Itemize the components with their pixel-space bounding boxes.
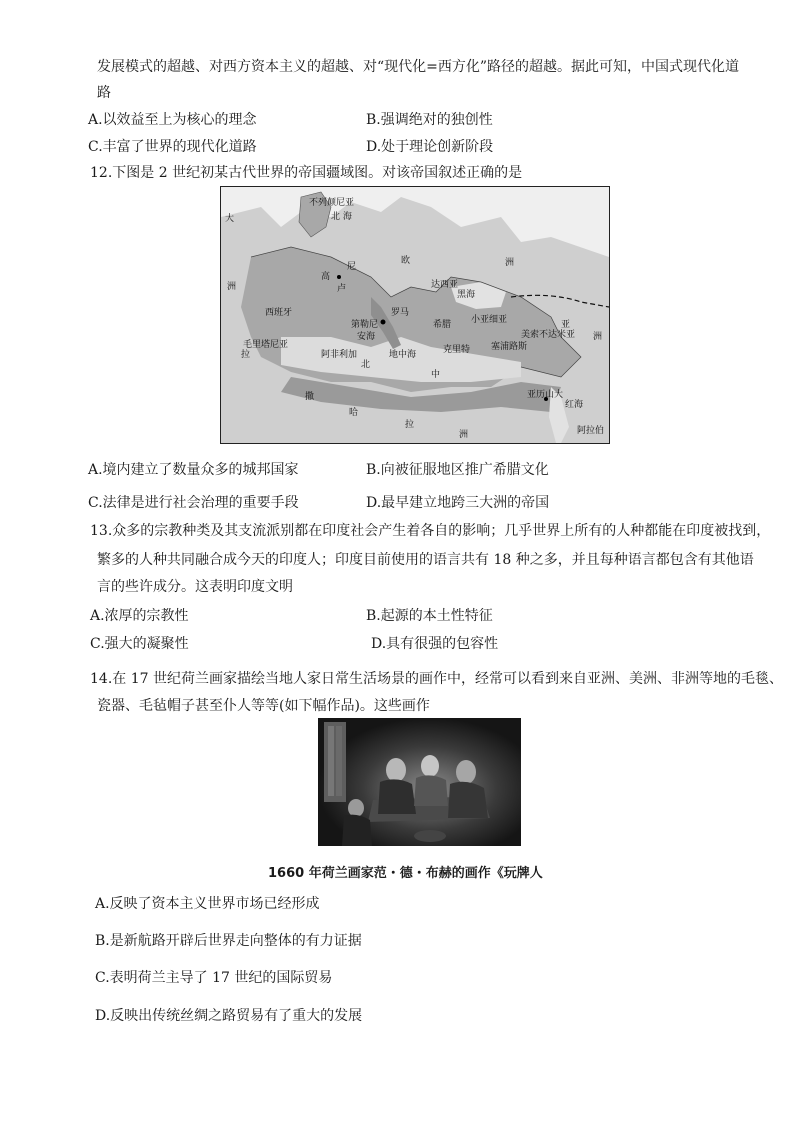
map-label-sea-med: 地中海	[389, 350, 417, 360]
q12-option-c: C.法律是进行社会治理的重要手段	[88, 495, 299, 511]
painting-caption: 1660 年荷兰画家范・德・布赫的画作《玩牌人	[268, 866, 543, 881]
q13-option-b: B.起源的本土性特征	[366, 608, 493, 624]
map-label-mauretania: 毛里塔尼亚	[243, 340, 289, 350]
map-label-sahara1: 撒	[305, 392, 315, 402]
map-label-tarraco: 拉	[241, 350, 251, 360]
map-label-europe: 欧	[401, 256, 411, 266]
map-label-arab: 阿拉伯	[577, 426, 605, 436]
q13-line1: 13.众多的宗教种类及其支流派别都在印度社会产生着各自的影响；几乎世界上所有的人种都能在印度被找到，	[90, 523, 771, 539]
map-label-rome: 罗马	[391, 308, 410, 318]
q14-option-a: A.反映了资本主义世界市场已经形成	[95, 896, 320, 912]
map-label-cyprus: 塞浦路斯	[491, 342, 528, 352]
q13-option-c: C.强大的凝聚性	[90, 636, 189, 652]
q11-option-c: C.丰富了世界的现代化道路	[88, 139, 257, 155]
q12-option-a: A.境内建立了数量众多的城邦国家	[88, 462, 299, 478]
map-label-gaul1: 高	[321, 272, 331, 282]
map-label-spain: 西班牙	[265, 308, 293, 318]
q11-option-b: B.强调绝对的独创性	[366, 112, 493, 128]
map-label-crete: 克里特	[443, 345, 471, 355]
q14-option-c: C.表明荷兰主导了 17 世纪的国际贸易	[95, 970, 333, 986]
q13-line3: 言的些许成分。这表明印度文明	[97, 579, 293, 595]
map-label-africa-mid: 中	[431, 370, 441, 380]
map-label-black-sea: 黑海	[457, 290, 476, 300]
painting-svg	[318, 718, 521, 846]
map-label-gaul2: 卢	[337, 284, 347, 294]
map-label-sahara3: 拉	[405, 420, 415, 430]
q14-option-b: B.是新航路开辟后世界走向整体的有力证据	[95, 933, 362, 949]
map-label-gaul3: 尼	[347, 262, 357, 272]
q11-continuation-line1: 发展模式的超越、对西方资本主义的超越、对“现代化=西方化”路径的超越。据此可知，中国式现代化道	[97, 59, 740, 75]
map-label-mesopotamia: 美索不达米亚	[521, 330, 576, 340]
map-label-sahara2: 哈	[349, 408, 359, 418]
map-label-europe2: 洲	[505, 258, 515, 268]
map-label-asia-minor: 小亚细亚	[471, 315, 508, 325]
q14-line2: 瓷器、毛毡帽子甚至仆人等等(如下幅作品)。这些画作	[97, 698, 430, 714]
card-players-painting	[318, 718, 521, 846]
map-label-asia: 亚	[561, 320, 571, 330]
q13-option-a: A.浓厚的宗教性	[90, 608, 189, 624]
map-label-greece: 希腊	[433, 320, 452, 330]
q12-option-b: B.向被征服地区推广希腊文化	[366, 462, 549, 478]
map-label-red-sea: 红海	[565, 400, 584, 410]
map-label-asia2: 洲	[593, 332, 603, 342]
q11-option-d: D.处于理论创新阶段	[366, 139, 494, 155]
map-svg	[221, 187, 609, 443]
map-label-sea1: 第勒尼	[351, 320, 379, 330]
q11-continuation-line2: 路	[97, 85, 111, 101]
q12-stem: 12.下图是 2 世纪初某古代世界的帝国疆域图。对该帝国叙述正确的是	[90, 165, 523, 181]
q11-option-a: A.以效益至上为核心的理念	[88, 112, 257, 128]
roman-empire-map	[220, 186, 610, 444]
q14-line1: 14.在 17 世纪荷兰画家描绘当地人家日常生活场景的画作中，经常可以看到来自亚洲、美洲、非洲等地的毛毯、	[90, 671, 783, 687]
map-label-rhaetia: 达西亚	[431, 280, 459, 290]
q13-option-d: D.具有很强的包容性	[371, 636, 499, 652]
q13-line2: 繁多的人种共同融合成今天的印度人；印度目前使用的语言共有 18 种之多，并且每种语言都包含有其他语	[97, 552, 754, 568]
q12-option-d: D.最早建立地跨三大洲的帝国	[366, 495, 550, 511]
map-label-north: 北	[361, 360, 371, 370]
q14-option-d: D.反映出传统丝绸之路贸易有了重大的发展	[95, 1008, 363, 1024]
map-label-africa-w: 阿非利加	[321, 350, 358, 360]
map-label-egypt: 亚历山大	[527, 390, 564, 400]
map-label-north-sea: 北 海	[331, 212, 352, 222]
map-label-sea2: 安海	[357, 332, 376, 342]
map-label-western-ocean: 洲	[227, 282, 237, 292]
map-label-britain: 不列颠尼亚	[309, 198, 355, 208]
map-label-sahara4: 洲	[459, 430, 469, 440]
map-label-top-left: 大	[225, 214, 235, 224]
